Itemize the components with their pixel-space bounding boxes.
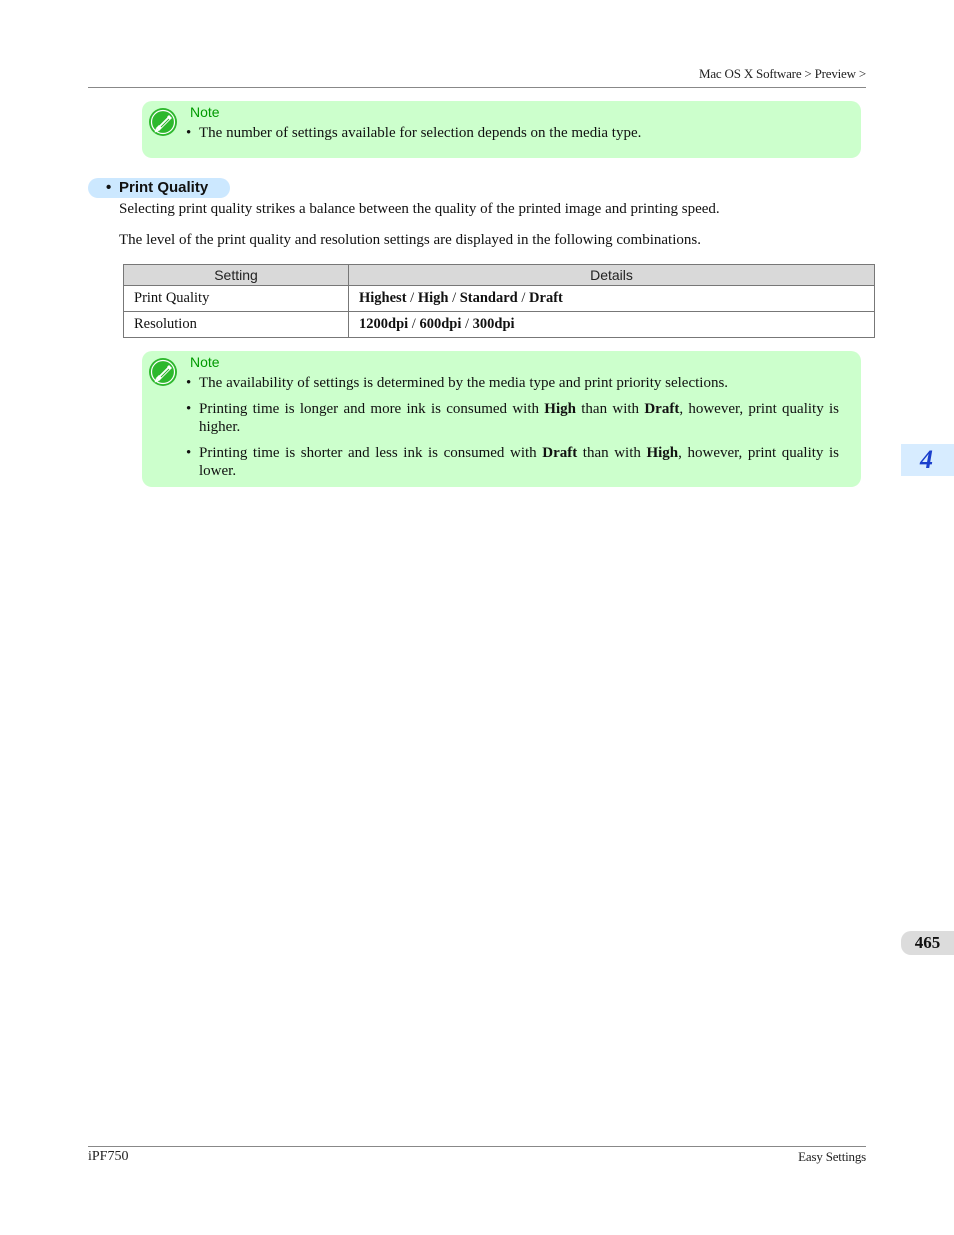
pencil-icon [148,107,178,137]
note-label: Note [190,354,220,370]
note-text: Printing time is shorter and less ink is consumed with [199,444,543,461]
table-header-row [124,265,875,286]
details-cell [349,286,875,312]
note-item: • The number of settings available for selection depends on the media type. [186,124,839,143]
detail-value: Standard [459,290,518,306]
note-text: than with [577,444,647,461]
detail-value: High [417,290,449,306]
separator: / [517,290,530,306]
footer-section: Easy Settings [798,1149,866,1164]
note-item [186,444,839,481]
settings-table [123,264,875,338]
note-box-1 [142,101,861,158]
pencil-icon [148,357,178,387]
section-title: Print Quality [119,179,209,196]
emphasis-text: Draft [644,400,680,417]
emphasis-text: High [646,444,679,461]
detail-value: 1200dpi [359,316,409,332]
note-item [186,374,839,393]
note-text: The availability of settings is determined by the media type and print priority selections. [199,375,729,391]
column-header: Setting [124,265,349,286]
note-text: , however, print quality is higher. [199,400,839,435]
paragraph: The level of the print quality and resolution settings are displayed in the following combinations. [119,232,701,248]
section-bullet: • [106,179,112,196]
table-row [124,312,875,338]
separator: / [461,316,473,332]
footer-rule [88,1146,866,1147]
separator: / [448,290,460,306]
note-item [186,400,839,437]
note-list [186,374,839,488]
note-label: Note [190,104,220,120]
detail-value: Draft [529,290,563,306]
column-header: Details [349,265,875,286]
page-number: 465 [901,931,954,955]
detail-value: Highest [359,290,407,306]
note-text: , however, print quality is lower. [199,444,839,479]
paragraph: Selecting print quality strikes a balance between the quality of the printed image and printing speed. [119,201,720,217]
breadcrumb: Mac OS X Software > Preview > [699,66,866,81]
separator: / [406,290,418,306]
setting-cell: Resolution [124,312,349,338]
section-heading-print-quality [88,178,230,198]
note-text: Printing time is longer and more ink is consumed with [199,400,545,417]
details-cell [349,312,875,338]
note-list [186,124,839,150]
detail-value: 600dpi [419,316,462,332]
emphasis-text: Draft [542,444,578,461]
separator: / [408,316,420,332]
header-rule [88,87,866,88]
detail-value: 300dpi [472,316,515,332]
table-row [124,286,875,312]
note-text: than with [575,400,645,417]
footer-model: iPF750 [88,1149,129,1164]
note-box-2 [142,351,861,487]
emphasis-text: High [544,400,576,417]
chapter-tab[interactable]: 4 [901,444,954,476]
setting-cell: Print Quality [124,286,349,312]
